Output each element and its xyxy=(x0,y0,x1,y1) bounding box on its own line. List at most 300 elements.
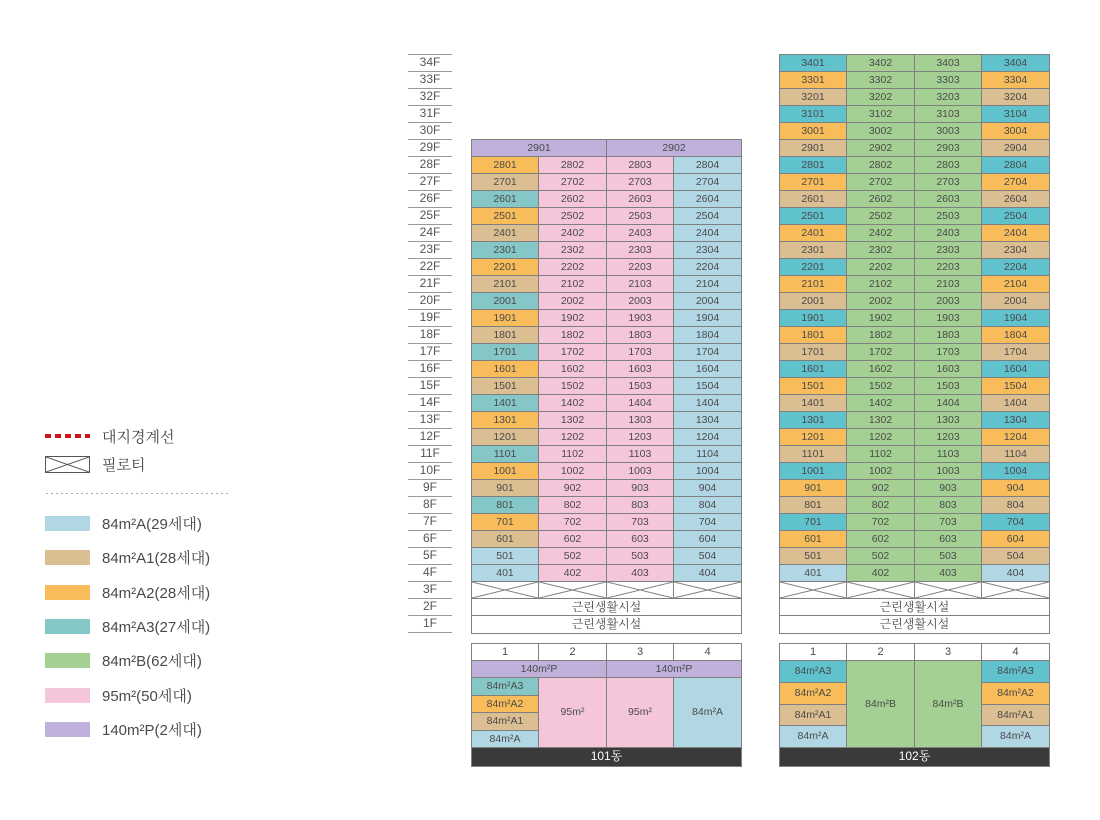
unit-cell: 2401 xyxy=(780,225,847,242)
unit-cell: 2202 xyxy=(539,259,607,276)
floor-label: 12F xyxy=(419,429,441,443)
floor-label: 22F xyxy=(419,259,441,273)
unit-cell: 1303 xyxy=(607,412,674,429)
facility-cell: 근린생활시설 xyxy=(780,599,1049,616)
unit-cell: 1603 xyxy=(607,361,674,378)
unit-cell: 2903 xyxy=(915,140,982,157)
unit-cell: 1402 xyxy=(539,395,607,412)
unit-cell: 2701 xyxy=(780,174,847,191)
floor-label: 21F xyxy=(419,276,441,290)
unit-cell: 2902 xyxy=(607,140,741,157)
unit-cell: 3003 xyxy=(915,123,982,140)
unit-cell: 702 xyxy=(847,514,915,531)
legend-item xyxy=(45,549,210,565)
unit-cell: 403 xyxy=(915,565,982,582)
legend-swatch xyxy=(45,722,90,737)
unit-cell: 1404 xyxy=(674,395,741,412)
floor-label: 16F xyxy=(419,361,441,375)
unit-cell: 2403 xyxy=(915,225,982,242)
unit-cell: 504 xyxy=(982,548,1049,565)
unit-cell: 1903 xyxy=(607,310,674,327)
unit-cell: 1201 xyxy=(472,429,539,446)
unit-cell: 2402 xyxy=(539,225,607,242)
unit-type-cell: 84m²B xyxy=(915,661,982,748)
unit-cell: 604 xyxy=(982,531,1049,548)
unit-cell: 2402 xyxy=(847,225,915,242)
unit-cell: 3203 xyxy=(915,89,982,106)
legend-boundary-row xyxy=(45,427,174,445)
unit-cell: 3301 xyxy=(780,72,847,89)
unit-cell: 1904 xyxy=(674,310,741,327)
unit-cell: 2902 xyxy=(847,140,915,157)
unit-cell: 903 xyxy=(915,480,982,497)
unit-type-cell: 84m²A xyxy=(982,726,1049,748)
unit-cell: 1901 xyxy=(472,310,539,327)
unit-cell: 1404 xyxy=(982,395,1049,412)
floor-label: 30F xyxy=(419,123,441,137)
legend-divider xyxy=(46,493,228,494)
unit-cell: 3201 xyxy=(780,89,847,106)
unit-cell: 802 xyxy=(847,497,915,514)
unit-cell: 803 xyxy=(915,497,982,514)
unit-cell: 2104 xyxy=(674,276,741,293)
unit-cell: 3102 xyxy=(847,106,915,123)
unit-cell: 2004 xyxy=(674,293,741,310)
unit-cell: 1201 xyxy=(780,429,847,446)
unit-cell: 1803 xyxy=(607,327,674,344)
unit-cell: 401 xyxy=(780,565,847,582)
unit-cell: 3101 xyxy=(780,106,847,123)
floor-label: 3F xyxy=(422,582,437,596)
unit-cell: 1404 xyxy=(915,395,982,412)
unit-cell: 3002 xyxy=(847,123,915,140)
unit-cell: 1902 xyxy=(847,310,915,327)
unit-type-cell: 84m²A2 xyxy=(472,696,539,713)
unit-cell: 2202 xyxy=(847,259,915,276)
unit-cell: 1203 xyxy=(915,429,982,446)
unit-type-cell: 84m²A2 xyxy=(982,683,1049,705)
legend-piloti-row xyxy=(45,455,145,473)
unit-cell: 603 xyxy=(915,531,982,548)
floor-label: 11F xyxy=(420,446,440,460)
unit-cell: 1804 xyxy=(982,327,1049,344)
unit-cell: 2103 xyxy=(915,276,982,293)
unit-cell: 1504 xyxy=(982,378,1049,395)
unit-cell: 603 xyxy=(607,531,674,548)
unit-cell: 1503 xyxy=(607,378,674,395)
legend-swatch xyxy=(45,619,90,634)
floor-label: 29F xyxy=(419,140,441,154)
unit-cell: 1203 xyxy=(607,429,674,446)
unit-type-cell: 140m²P xyxy=(607,661,741,678)
unit-cell: 1304 xyxy=(982,412,1049,429)
column-header: 1 xyxy=(472,644,539,661)
unit-cell: 1701 xyxy=(780,344,847,361)
unit-cell: 904 xyxy=(982,480,1049,497)
column-header: 1 xyxy=(780,644,847,661)
unit-cell: 2004 xyxy=(982,293,1049,310)
unit-cell: 2204 xyxy=(674,259,741,276)
unit-cell: 1202 xyxy=(847,429,915,446)
unit-cell: 502 xyxy=(539,548,607,565)
unit-cell: 803 xyxy=(607,497,674,514)
building-name-bar: 101동 xyxy=(472,748,741,766)
unit-cell: 2502 xyxy=(847,208,915,225)
unit-cell: 1103 xyxy=(915,446,982,463)
unit-cell: 502 xyxy=(847,548,915,565)
unit-cell: 902 xyxy=(539,480,607,497)
unit-cell: 1402 xyxy=(847,395,915,412)
unit-cell: 901 xyxy=(472,480,539,497)
floor-label: 17F xyxy=(419,344,441,358)
legend-swatch xyxy=(45,653,90,668)
unit-type-cell: 84m²A1 xyxy=(982,705,1049,726)
unit-cell: 2101 xyxy=(472,276,539,293)
unit-cell: 2904 xyxy=(982,140,1049,157)
legend-item xyxy=(45,652,202,668)
unit-cell: 704 xyxy=(674,514,741,531)
unit-cell: 1502 xyxy=(539,378,607,395)
unit-cell: 2703 xyxy=(607,174,674,191)
unit-cell: 2302 xyxy=(847,242,915,259)
unit-cell: 2403 xyxy=(607,225,674,242)
unit-cell: 1002 xyxy=(847,463,915,480)
unit-cell: 1003 xyxy=(607,463,674,480)
unit-cell: 1401 xyxy=(472,395,539,412)
piloti-cell xyxy=(674,582,741,599)
floor-axis xyxy=(408,54,452,633)
unit-cell: 2002 xyxy=(847,293,915,310)
floor-label: 34F xyxy=(419,55,441,69)
unit-cell: 2203 xyxy=(607,259,674,276)
floor-label: 23F xyxy=(419,242,441,256)
legend-item xyxy=(45,687,192,703)
building-102-table xyxy=(779,54,1050,634)
unit-type-cell: 95m² xyxy=(539,678,607,748)
unit-cell: 3401 xyxy=(780,55,847,72)
unit-cell: 601 xyxy=(472,531,539,548)
piloti-cell xyxy=(847,582,915,599)
unit-cell: 2001 xyxy=(472,293,539,310)
floor-label: 31F xyxy=(419,106,441,120)
unit-cell: 3202 xyxy=(847,89,915,106)
unit-cell: 503 xyxy=(607,548,674,565)
unit-cell: 701 xyxy=(780,514,847,531)
unit-cell: 3204 xyxy=(982,89,1049,106)
unit-cell: 2304 xyxy=(674,242,741,259)
piloti-cell xyxy=(539,582,607,599)
unit-cell: 1901 xyxy=(780,310,847,327)
piloti-cell xyxy=(607,582,674,599)
floor-label: 19F xyxy=(419,310,441,324)
unit-cell: 1301 xyxy=(780,412,847,429)
floor-label: 33F xyxy=(419,72,441,86)
unit-cell: 1303 xyxy=(915,412,982,429)
unit-cell: 2801 xyxy=(472,157,539,174)
facility-cell: 근린생활시설 xyxy=(472,616,741,633)
unit-cell: 2803 xyxy=(607,157,674,174)
unit-cell: 1802 xyxy=(539,327,607,344)
column-header: 2 xyxy=(847,644,915,661)
unit-type-cell: 84m²A xyxy=(472,731,539,748)
unit-cell: 3402 xyxy=(847,55,915,72)
unit-cell: 1202 xyxy=(539,429,607,446)
unit-cell: 2304 xyxy=(982,242,1049,259)
unit-cell: 1602 xyxy=(539,361,607,378)
unit-cell: 2901 xyxy=(780,140,847,157)
legend-swatch xyxy=(45,688,90,703)
floor-label: 2F xyxy=(422,599,437,613)
unit-cell: 1903 xyxy=(915,310,982,327)
unit-cell: 2401 xyxy=(472,225,539,242)
unit-type-cell: 84m²A2 xyxy=(780,683,847,705)
unit-cell: 1301 xyxy=(472,412,539,429)
unit-cell: 1702 xyxy=(847,344,915,361)
site-boundary-line-icon xyxy=(45,434,90,438)
unit-cell: 1004 xyxy=(982,463,1049,480)
legend-item-label: 84m²A2(28세대) xyxy=(102,584,211,602)
unit-cell: 503 xyxy=(915,548,982,565)
unit-cell: 902 xyxy=(847,480,915,497)
legend-item xyxy=(45,515,202,531)
unit-cell: 1602 xyxy=(847,361,915,378)
floor-label: 13F xyxy=(419,412,441,426)
floor-label: 27F xyxy=(419,174,441,188)
unit-cell: 2602 xyxy=(847,191,915,208)
unit-cell: 1101 xyxy=(780,446,847,463)
building-102-type-section xyxy=(779,643,1050,767)
axis-line xyxy=(408,632,452,633)
unit-cell: 2204 xyxy=(982,259,1049,276)
unit-cell: 1701 xyxy=(472,344,539,361)
legend-item-label: 140m²P(2세대) xyxy=(102,721,202,739)
building-name-bar: 102동 xyxy=(780,748,1049,766)
unit-cell: 1502 xyxy=(847,378,915,395)
facility-cell: 근린생활시설 xyxy=(780,616,1049,633)
unit-cell: 2102 xyxy=(539,276,607,293)
legend-item-label: 84m²B(62세대) xyxy=(102,652,202,670)
unit-cell: 2003 xyxy=(607,293,674,310)
unit-cell: 2301 xyxy=(780,242,847,259)
unit-cell: 1501 xyxy=(780,378,847,395)
unit-cell: 1103 xyxy=(607,446,674,463)
unit-cell: 802 xyxy=(539,497,607,514)
unit-type-cell: 84m²A1 xyxy=(472,713,539,731)
unit-cell: 2303 xyxy=(915,242,982,259)
unit-cell: 2702 xyxy=(539,174,607,191)
unit-cell: 2101 xyxy=(780,276,847,293)
unit-cell: 2901 xyxy=(472,140,607,157)
unit-cell: 804 xyxy=(674,497,741,514)
building-101-type-section xyxy=(471,643,742,767)
legend-item-label: 84m²A1(28세대) xyxy=(102,549,211,567)
unit-cell: 2802 xyxy=(847,157,915,174)
unit-cell: 1801 xyxy=(780,327,847,344)
floor-label: 5F xyxy=(422,548,437,562)
unit-cell: 3001 xyxy=(780,123,847,140)
unit-cell: 1102 xyxy=(847,446,915,463)
unit-cell: 903 xyxy=(607,480,674,497)
unit-cell: 2804 xyxy=(982,157,1049,174)
unit-cell: 2404 xyxy=(674,225,741,242)
unit-cell: 1401 xyxy=(780,395,847,412)
unit-cell: 1904 xyxy=(982,310,1049,327)
unit-cell: 1702 xyxy=(539,344,607,361)
floor-label: 20F xyxy=(419,293,441,307)
floor-label: 15F xyxy=(419,378,441,392)
unit-cell: 501 xyxy=(472,548,539,565)
legend-item xyxy=(45,721,202,737)
unit-cell: 3103 xyxy=(915,106,982,123)
unit-cell: 1804 xyxy=(674,327,741,344)
unit-cell: 1101 xyxy=(472,446,539,463)
unit-cell: 2704 xyxy=(674,174,741,191)
unit-cell: 804 xyxy=(982,497,1049,514)
unit-cell: 3104 xyxy=(982,106,1049,123)
unit-cell: 1601 xyxy=(780,361,847,378)
unit-cell: 404 xyxy=(982,565,1049,582)
unit-cell: 1504 xyxy=(674,378,741,395)
floor-label: 25F xyxy=(419,208,441,222)
unit-cell: 2604 xyxy=(674,191,741,208)
unit-cell: 3004 xyxy=(982,123,1049,140)
unit-cell: 1104 xyxy=(982,446,1049,463)
column-header: 2 xyxy=(539,644,607,661)
unit-cell: 1004 xyxy=(674,463,741,480)
unit-type-cell: 84m²A1 xyxy=(780,705,847,726)
piloti-cell xyxy=(780,582,847,599)
unit-cell: 1703 xyxy=(915,344,982,361)
unit-cell: 1001 xyxy=(472,463,539,480)
unit-cell: 703 xyxy=(915,514,982,531)
legend-item xyxy=(45,584,210,600)
facility-cell: 근린생활시설 xyxy=(472,599,741,616)
unit-cell: 1501 xyxy=(472,378,539,395)
column-header: 3 xyxy=(915,644,982,661)
unit-cell: 3303 xyxy=(915,72,982,89)
unit-cell: 2503 xyxy=(607,208,674,225)
legend-item-label: 95m²(50세대) xyxy=(102,687,192,705)
unit-type-cell: 84m²A3 xyxy=(982,661,1049,683)
unit-cell: 402 xyxy=(539,565,607,582)
unit-cell: 2704 xyxy=(982,174,1049,191)
unit-cell: 1704 xyxy=(982,344,1049,361)
legend-swatch xyxy=(45,550,90,565)
unit-cell: 602 xyxy=(539,531,607,548)
unit-cell: 2701 xyxy=(472,174,539,191)
unit-cell: 2501 xyxy=(472,208,539,225)
unit-type-cell: 84m²A xyxy=(780,726,847,748)
unit-cell: 1404 xyxy=(607,395,674,412)
unit-cell: 601 xyxy=(780,531,847,548)
unit-cell: 2602 xyxy=(539,191,607,208)
unit-cell: 1102 xyxy=(539,446,607,463)
unit-cell: 2003 xyxy=(915,293,982,310)
unit-cell: 2203 xyxy=(915,259,982,276)
unit-cell: 1001 xyxy=(780,463,847,480)
unit-cell: 1204 xyxy=(982,429,1049,446)
unit-cell: 404 xyxy=(674,565,741,582)
piloti-cell xyxy=(982,582,1049,599)
piloti-label: 필로티 xyxy=(102,456,146,474)
unit-cell: 901 xyxy=(780,480,847,497)
legend-item-label: 84m²A3(27세대) xyxy=(102,618,211,636)
unit-type-cell: 84m²B xyxy=(847,661,915,748)
unit-cell: 1503 xyxy=(915,378,982,395)
unit-type-cell: 140m²P xyxy=(472,661,607,678)
legend-item xyxy=(45,618,210,634)
unit-cell: 2601 xyxy=(472,191,539,208)
unit-cell: 403 xyxy=(607,565,674,582)
unit-cell: 2201 xyxy=(780,259,847,276)
unit-cell: 1002 xyxy=(539,463,607,480)
unit-cell: 1302 xyxy=(539,412,607,429)
floor-label: 14F xyxy=(419,395,441,409)
floor-label: 10F xyxy=(419,463,441,477)
unit-cell: 703 xyxy=(607,514,674,531)
piloti-cell xyxy=(915,582,982,599)
unit-cell: 2801 xyxy=(780,157,847,174)
unit-cell: 2501 xyxy=(780,208,847,225)
floor-label: 24F xyxy=(419,225,441,239)
unit-cell: 1902 xyxy=(539,310,607,327)
unit-cell: 1304 xyxy=(674,412,741,429)
unit-cell: 2001 xyxy=(780,293,847,310)
unit-cell: 704 xyxy=(982,514,1049,531)
column-header: 3 xyxy=(607,644,674,661)
unit-cell: 2303 xyxy=(607,242,674,259)
unit-cell: 2802 xyxy=(539,157,607,174)
floor-label: 8F xyxy=(422,497,437,511)
unit-cell: 1703 xyxy=(607,344,674,361)
unit-cell: 702 xyxy=(539,514,607,531)
unit-cell: 2302 xyxy=(539,242,607,259)
unit-cell: 2604 xyxy=(982,191,1049,208)
unit-cell: 1802 xyxy=(847,327,915,344)
piloti-icon xyxy=(45,456,90,473)
unit-cell: 1704 xyxy=(674,344,741,361)
unit-cell: 801 xyxy=(780,497,847,514)
unit-cell: 2404 xyxy=(982,225,1049,242)
floor-label: 32F xyxy=(419,89,441,103)
building-101-table xyxy=(471,139,742,634)
unit-cell: 3403 xyxy=(915,55,982,72)
column-header: 4 xyxy=(674,644,741,661)
unit-cell: 401 xyxy=(472,565,539,582)
unit-cell: 1604 xyxy=(674,361,741,378)
unit-cell: 2803 xyxy=(915,157,982,174)
unit-cell: 2002 xyxy=(539,293,607,310)
unit-cell: 2103 xyxy=(607,276,674,293)
piloti-cell xyxy=(472,582,539,599)
unit-cell: 1601 xyxy=(472,361,539,378)
unit-cell: 701 xyxy=(472,514,539,531)
unit-cell: 1003 xyxy=(915,463,982,480)
unit-cell: 2201 xyxy=(472,259,539,276)
unit-type-cell: 84m²A xyxy=(674,678,741,748)
floor-label: 26F xyxy=(419,191,441,205)
unit-cell: 2102 xyxy=(847,276,915,293)
unit-cell: 2502 xyxy=(539,208,607,225)
unit-cell: 801 xyxy=(472,497,539,514)
floor-label: 18F xyxy=(419,327,441,341)
unit-cell: 2503 xyxy=(915,208,982,225)
legend-swatch xyxy=(45,516,90,531)
unit-cell: 2703 xyxy=(915,174,982,191)
site-boundary-label: 대지경계선 xyxy=(102,428,175,446)
floor-label: 4F xyxy=(422,565,437,579)
unit-cell: 2804 xyxy=(674,157,741,174)
